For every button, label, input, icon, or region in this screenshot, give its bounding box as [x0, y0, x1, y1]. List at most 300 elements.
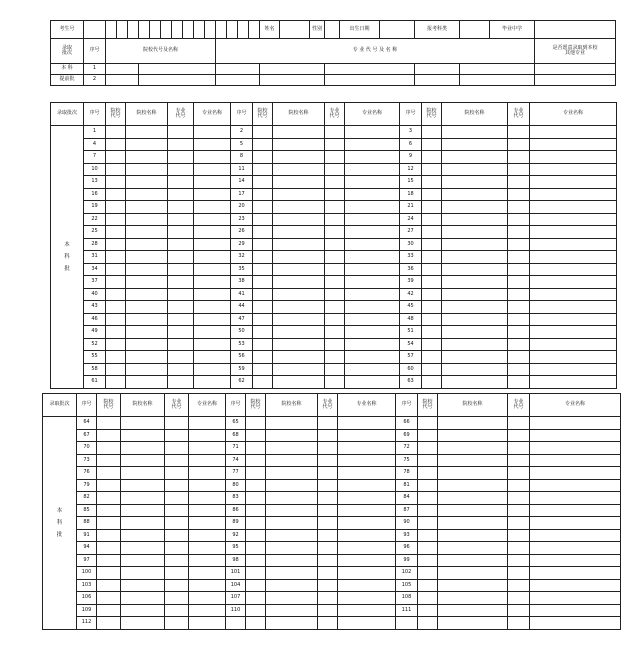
college-name-field[interactable]: [438, 517, 508, 530]
subject-field[interactable]: [460, 21, 490, 39]
college-code-field[interactable]: [253, 151, 273, 164]
major-code-field[interactable]: [508, 376, 530, 389]
major-name-field[interactable]: [530, 504, 621, 517]
college-code-field[interactable]: [422, 238, 442, 251]
college-code-field[interactable]: [253, 226, 273, 239]
major-name-field[interactable]: [189, 504, 226, 517]
major-code-field[interactable]: [325, 326, 345, 339]
college-name-field[interactable]: [273, 251, 325, 264]
major-name-field[interactable]: [530, 238, 617, 251]
birth-field[interactable]: [380, 21, 415, 39]
major-code-field[interactable]: [165, 617, 189, 630]
college-name-field[interactable]: [438, 479, 508, 492]
college-code-field[interactable]: [97, 467, 121, 480]
college-code-field[interactable]: [97, 417, 121, 430]
major-code-field[interactable]: [318, 517, 338, 530]
college-code-field[interactable]: [418, 492, 438, 505]
college-name-field[interactable]: [121, 529, 165, 542]
major-name-field[interactable]: [194, 313, 231, 326]
college-name-field[interactable]: [126, 213, 168, 226]
major-name-field[interactable]: [530, 263, 617, 276]
major-code-field[interactable]: [325, 301, 345, 314]
college-code-field[interactable]: [418, 442, 438, 455]
major-name-field[interactable]: [530, 288, 617, 301]
college-name-field[interactable]: [273, 226, 325, 239]
major-name-field[interactable]: [338, 479, 396, 492]
college-code-field[interactable]: [253, 213, 273, 226]
college-name-field[interactable]: [266, 417, 318, 430]
major-code-field[interactable]: [165, 579, 189, 592]
college-code-field[interactable]: [253, 126, 273, 139]
major-name-field[interactable]: [530, 454, 621, 467]
major-name-field[interactable]: [189, 542, 226, 555]
major-name-field[interactable]: [338, 592, 396, 605]
college-name-field[interactable]: [273, 238, 325, 251]
major-name-field[interactable]: [194, 288, 231, 301]
major-code-field[interactable]: [508, 138, 530, 151]
major-name-field[interactable]: [189, 492, 226, 505]
college-code-field[interactable]: [418, 467, 438, 480]
college-name-field[interactable]: [442, 126, 508, 139]
major-code-field[interactable]: [325, 251, 345, 264]
major-code-field[interactable]: [508, 276, 530, 289]
major-name-field[interactable]: [194, 226, 231, 239]
college-code-field[interactable]: [422, 151, 442, 164]
major-name-field[interactable]: [530, 326, 617, 339]
college-name-field[interactable]: [121, 504, 165, 517]
college-code-field[interactable]: [246, 442, 266, 455]
college-name-field[interactable]: [121, 517, 165, 530]
college-name-field[interactable]: [273, 288, 325, 301]
major-name-field[interactable]: [530, 126, 617, 139]
major-code-field[interactable]: [508, 517, 530, 530]
college-name-field[interactable]: [442, 376, 508, 389]
major-code-field[interactable]: [165, 417, 189, 430]
major-code-field[interactable]: [168, 338, 194, 351]
college-code-field[interactable]: [422, 288, 442, 301]
major-code-field[interactable]: [168, 251, 194, 264]
major-name-field[interactable]: [530, 417, 621, 430]
major-name-field[interactable]: [530, 579, 621, 592]
major-name-field[interactable]: [338, 542, 396, 555]
college-code-field[interactable]: [97, 454, 121, 467]
major-code-field[interactable]: [168, 188, 194, 201]
college-name-field[interactable]: [266, 479, 318, 492]
college-name-field[interactable]: [442, 338, 508, 351]
major-name-field[interactable]: [530, 338, 617, 351]
college-name-field[interactable]: [442, 163, 508, 176]
major-name-field[interactable]: [194, 276, 231, 289]
major-code-field[interactable]: [325, 263, 345, 276]
college-name-field[interactable]: [442, 201, 508, 214]
major-code-field[interactable]: [318, 542, 338, 555]
college-name-field[interactable]: [126, 188, 168, 201]
college-code-field[interactable]: [253, 188, 273, 201]
major-name-field[interactable]: [189, 604, 226, 617]
college-code-field[interactable]: [97, 529, 121, 542]
major-name-field[interactable]: [194, 351, 231, 364]
major-code-field[interactable]: [168, 163, 194, 176]
major-code-field[interactable]: [508, 442, 530, 455]
major-name-field[interactable]: [530, 151, 617, 164]
college-code-field[interactable]: [418, 417, 438, 430]
major-code-field[interactable]: [318, 592, 338, 605]
college-code-field[interactable]: [106, 151, 126, 164]
college-name-field[interactable]: [139, 75, 216, 86]
major-code-field[interactable]: [508, 263, 530, 276]
college-code-field[interactable]: [253, 288, 273, 301]
college-code-field[interactable]: [422, 363, 442, 376]
major-name-field[interactable]: [530, 276, 617, 289]
college-name-field[interactable]: [273, 138, 325, 151]
college-name-field[interactable]: [126, 151, 168, 164]
major-name-field[interactable]: [338, 554, 396, 567]
major-code-field[interactable]: [508, 567, 530, 580]
college-name-field[interactable]: [442, 301, 508, 314]
college-name-field[interactable]: [438, 542, 508, 555]
major-name-field[interactable]: [530, 138, 617, 151]
major-name-field[interactable]: [345, 226, 400, 239]
college-code-field[interactable]: [106, 176, 126, 189]
college-name-field[interactable]: [273, 326, 325, 339]
major-code-field[interactable]: [318, 529, 338, 542]
college-code-field[interactable]: [422, 213, 442, 226]
major-code-field[interactable]: [168, 326, 194, 339]
major-name-field[interactable]: [530, 251, 617, 264]
college-code-field[interactable]: [97, 604, 121, 617]
college-code-field[interactable]: [97, 579, 121, 592]
major-code-field[interactable]: [325, 288, 345, 301]
major-code-field[interactable]: [165, 542, 189, 555]
college-code-field[interactable]: [422, 376, 442, 389]
major-name-field[interactable]: [189, 454, 226, 467]
college-code-field[interactable]: [97, 492, 121, 505]
major-name-field[interactable]: [345, 301, 400, 314]
college-code-field[interactable]: [253, 276, 273, 289]
major-name-field[interactable]: [345, 176, 400, 189]
major-field[interactable]: [260, 75, 325, 86]
college-code-field[interactable]: [422, 188, 442, 201]
college-code-field[interactable]: [246, 604, 266, 617]
name-field[interactable]: [280, 21, 310, 39]
college-code-field[interactable]: [253, 326, 273, 339]
major-code-field[interactable]: [508, 213, 530, 226]
exam-no-cell[interactable]: [106, 21, 117, 39]
major-code-field[interactable]: [168, 126, 194, 139]
major-name-field[interactable]: [530, 351, 617, 364]
major-name-field[interactable]: [530, 163, 617, 176]
college-code-field[interactable]: [422, 326, 442, 339]
major-code-field[interactable]: [325, 226, 345, 239]
major-name-field[interactable]: [530, 517, 621, 530]
major-code-field[interactable]: [165, 454, 189, 467]
major-name-field[interactable]: [338, 617, 396, 630]
major-code-field[interactable]: [508, 363, 530, 376]
major-code-field[interactable]: [318, 429, 338, 442]
major-code-field[interactable]: [165, 517, 189, 530]
college-code-field[interactable]: [418, 429, 438, 442]
major-code-field[interactable]: [508, 301, 530, 314]
major-field[interactable]: [216, 75, 260, 86]
major-code-field[interactable]: [165, 429, 189, 442]
major-name-field[interactable]: [194, 163, 231, 176]
college-code-field[interactable]: [253, 163, 273, 176]
college-code-field[interactable]: [97, 567, 121, 580]
college-name-field[interactable]: [126, 363, 168, 376]
major-name-field[interactable]: [189, 592, 226, 605]
major-code-field[interactable]: [318, 442, 338, 455]
college-name-field[interactable]: [121, 479, 165, 492]
major-name-field[interactable]: [530, 176, 617, 189]
college-code-field[interactable]: [106, 226, 126, 239]
college-name-field[interactable]: [266, 567, 318, 580]
college-code-field[interactable]: [106, 163, 126, 176]
school-field[interactable]: [535, 21, 616, 39]
major-name-field[interactable]: [530, 201, 617, 214]
college-name-field[interactable]: [438, 529, 508, 542]
college-name-field[interactable]: [266, 467, 318, 480]
college-name-field[interactable]: [442, 238, 508, 251]
exam-no-cell[interactable]: [161, 21, 172, 39]
college-code-field[interactable]: [418, 454, 438, 467]
college-code-field[interactable]: [253, 238, 273, 251]
college-code-field[interactable]: [422, 138, 442, 151]
college-code-field[interactable]: [246, 592, 266, 605]
major-name-field[interactable]: [345, 151, 400, 164]
major-name-field[interactable]: [194, 176, 231, 189]
major-name-field[interactable]: [530, 429, 621, 442]
exam-no-cell[interactable]: [227, 21, 238, 39]
major-code-field[interactable]: [325, 188, 345, 201]
exam-no-cell[interactable]: [139, 21, 150, 39]
college-name-field[interactable]: [126, 276, 168, 289]
major-name-field[interactable]: [345, 126, 400, 139]
major-code-field[interactable]: [168, 288, 194, 301]
major-code-field[interactable]: [325, 138, 345, 151]
major-code-field[interactable]: [325, 238, 345, 251]
major-name-field[interactable]: [338, 454, 396, 467]
college-code-field[interactable]: [418, 517, 438, 530]
major-name-field[interactable]: [338, 517, 396, 530]
major-name-field[interactable]: [345, 376, 400, 389]
major-code-field[interactable]: [508, 126, 530, 139]
college-code-field[interactable]: [97, 517, 121, 530]
college-name-field[interactable]: [126, 176, 168, 189]
college-name-field[interactable]: [266, 529, 318, 542]
major-field[interactable]: [415, 75, 460, 86]
college-name-field[interactable]: [266, 454, 318, 467]
major-code-field[interactable]: [165, 467, 189, 480]
major-name-field[interactable]: [194, 188, 231, 201]
college-name-field[interactable]: [442, 288, 508, 301]
college-name-field[interactable]: [273, 276, 325, 289]
college-name-field[interactable]: [266, 492, 318, 505]
college-name-field[interactable]: [266, 504, 318, 517]
major-name-field[interactable]: [345, 213, 400, 226]
major-name-field[interactable]: [530, 376, 617, 389]
exam-no-cell[interactable]: [194, 21, 205, 39]
major-name-field[interactable]: [189, 429, 226, 442]
exam-no-cell[interactable]: [150, 21, 161, 39]
major-code-field[interactable]: [508, 313, 530, 326]
college-name-field[interactable]: [442, 326, 508, 339]
major-code-field[interactable]: [508, 467, 530, 480]
major-name-field[interactable]: [338, 579, 396, 592]
college-code-field[interactable]: [106, 201, 126, 214]
major-name-field[interactable]: [530, 529, 621, 542]
major-code-field[interactable]: [165, 604, 189, 617]
college-name-field[interactable]: [139, 64, 216, 75]
major-code-field[interactable]: [318, 454, 338, 467]
major-code-field[interactable]: [508, 504, 530, 517]
major-code-field[interactable]: [318, 554, 338, 567]
college-name-field[interactable]: [126, 126, 168, 139]
major-name-field[interactable]: [194, 263, 231, 276]
college-name-field[interactable]: [442, 313, 508, 326]
college-name-field[interactable]: [121, 604, 165, 617]
college-name-field[interactable]: [121, 617, 165, 630]
college-name-field[interactable]: [442, 276, 508, 289]
college-name-field[interactable]: [273, 151, 325, 164]
major-code-field[interactable]: [325, 176, 345, 189]
college-code-field[interactable]: [106, 376, 126, 389]
major-name-field[interactable]: [345, 251, 400, 264]
college-name-field[interactable]: [438, 492, 508, 505]
major-name-field[interactable]: [194, 338, 231, 351]
college-code-field[interactable]: [97, 592, 121, 605]
major-name-field[interactable]: [530, 592, 621, 605]
college-code-field[interactable]: [422, 201, 442, 214]
college-name-field[interactable]: [273, 301, 325, 314]
college-code-field[interactable]: [97, 554, 121, 567]
college-code-field[interactable]: [253, 313, 273, 326]
major-name-field[interactable]: [189, 579, 226, 592]
college-code-field[interactable]: [97, 504, 121, 517]
major-name-field[interactable]: [530, 226, 617, 239]
major-name-field[interactable]: [189, 617, 226, 630]
major-name-field[interactable]: [189, 479, 226, 492]
major-code-field[interactable]: [165, 592, 189, 605]
major-code-field[interactable]: [508, 454, 530, 467]
major-name-field[interactable]: [530, 188, 617, 201]
college-name-field[interactable]: [266, 592, 318, 605]
college-name-field[interactable]: [442, 226, 508, 239]
college-code-field[interactable]: [106, 238, 126, 251]
major-code-field[interactable]: [168, 301, 194, 314]
college-code-field[interactable]: [246, 554, 266, 567]
major-name-field[interactable]: [345, 263, 400, 276]
major-name-field[interactable]: [338, 429, 396, 442]
college-name-field[interactable]: [266, 517, 318, 530]
major-code-field[interactable]: [508, 226, 530, 239]
major-code-field[interactable]: [508, 288, 530, 301]
college-code-field[interactable]: [422, 126, 442, 139]
college-name-field[interactable]: [438, 554, 508, 567]
college-code-field[interactable]: [253, 363, 273, 376]
college-name-field[interactable]: [273, 126, 325, 139]
major-name-field[interactable]: [338, 504, 396, 517]
college-code-field[interactable]: [246, 517, 266, 530]
major-code-field[interactable]: [168, 263, 194, 276]
college-name-field[interactable]: [121, 567, 165, 580]
exam-no-cell[interactable]: [128, 21, 139, 39]
college-name-field[interactable]: [266, 604, 318, 617]
college-name-field[interactable]: [438, 567, 508, 580]
college-code-field[interactable]: [253, 176, 273, 189]
major-name-field[interactable]: [194, 138, 231, 151]
major-code-field[interactable]: [168, 201, 194, 214]
major-name-field[interactable]: [189, 467, 226, 480]
major-code-field[interactable]: [165, 567, 189, 580]
college-name-field[interactable]: [266, 617, 318, 630]
major-code-field[interactable]: [165, 479, 189, 492]
major-name-field[interactable]: [338, 442, 396, 455]
college-name-field[interactable]: [126, 251, 168, 264]
major-name-field[interactable]: [338, 567, 396, 580]
major-name-field[interactable]: [530, 604, 621, 617]
major-code-field[interactable]: [318, 467, 338, 480]
major-code-field[interactable]: [318, 617, 338, 630]
major-name-field[interactable]: [530, 542, 621, 555]
exam-no-cell[interactable]: [205, 21, 216, 39]
college-name-field[interactable]: [273, 363, 325, 376]
college-code-field[interactable]: [253, 251, 273, 264]
college-name-field[interactable]: [126, 288, 168, 301]
college-name-field[interactable]: [438, 429, 508, 442]
major-name-field[interactable]: [345, 163, 400, 176]
college-code-field[interactable]: [246, 579, 266, 592]
college-name-field[interactable]: [442, 351, 508, 364]
major-name-field[interactable]: [189, 529, 226, 542]
college-code-field[interactable]: [246, 479, 266, 492]
college-name-field[interactable]: [273, 188, 325, 201]
major-code-field[interactable]: [508, 188, 530, 201]
major-field[interactable]: [325, 64, 415, 75]
college-code-field[interactable]: [422, 263, 442, 276]
college-code-field[interactable]: [418, 504, 438, 517]
college-name-field[interactable]: [126, 163, 168, 176]
major-code-field[interactable]: [508, 351, 530, 364]
major-code-field[interactable]: [168, 238, 194, 251]
college-code-field[interactable]: [418, 617, 438, 630]
college-name-field[interactable]: [266, 579, 318, 592]
college-code-field[interactable]: [418, 579, 438, 592]
major-code-field[interactable]: [508, 201, 530, 214]
major-name-field[interactable]: [194, 126, 231, 139]
major-code-field[interactable]: [508, 417, 530, 430]
college-name-field[interactable]: [121, 579, 165, 592]
major-code-field[interactable]: [325, 151, 345, 164]
major-code-field[interactable]: [318, 579, 338, 592]
college-name-field[interactable]: [442, 138, 508, 151]
major-name-field[interactable]: [345, 326, 400, 339]
college-code-field[interactable]: [253, 376, 273, 389]
college-name-field[interactable]: [273, 213, 325, 226]
college-name-field[interactable]: [438, 442, 508, 455]
college-name-field[interactable]: [126, 313, 168, 326]
college-name-field[interactable]: [121, 492, 165, 505]
college-name-field[interactable]: [438, 604, 508, 617]
college-name-field[interactable]: [273, 201, 325, 214]
college-code-field[interactable]: [422, 351, 442, 364]
major-name-field[interactable]: [338, 467, 396, 480]
major-name-field[interactable]: [189, 554, 226, 567]
college-name-field[interactable]: [266, 554, 318, 567]
college-code-field[interactable]: [418, 592, 438, 605]
college-name-field[interactable]: [126, 376, 168, 389]
college-name-field[interactable]: [442, 213, 508, 226]
major-code-field[interactable]: [508, 238, 530, 251]
